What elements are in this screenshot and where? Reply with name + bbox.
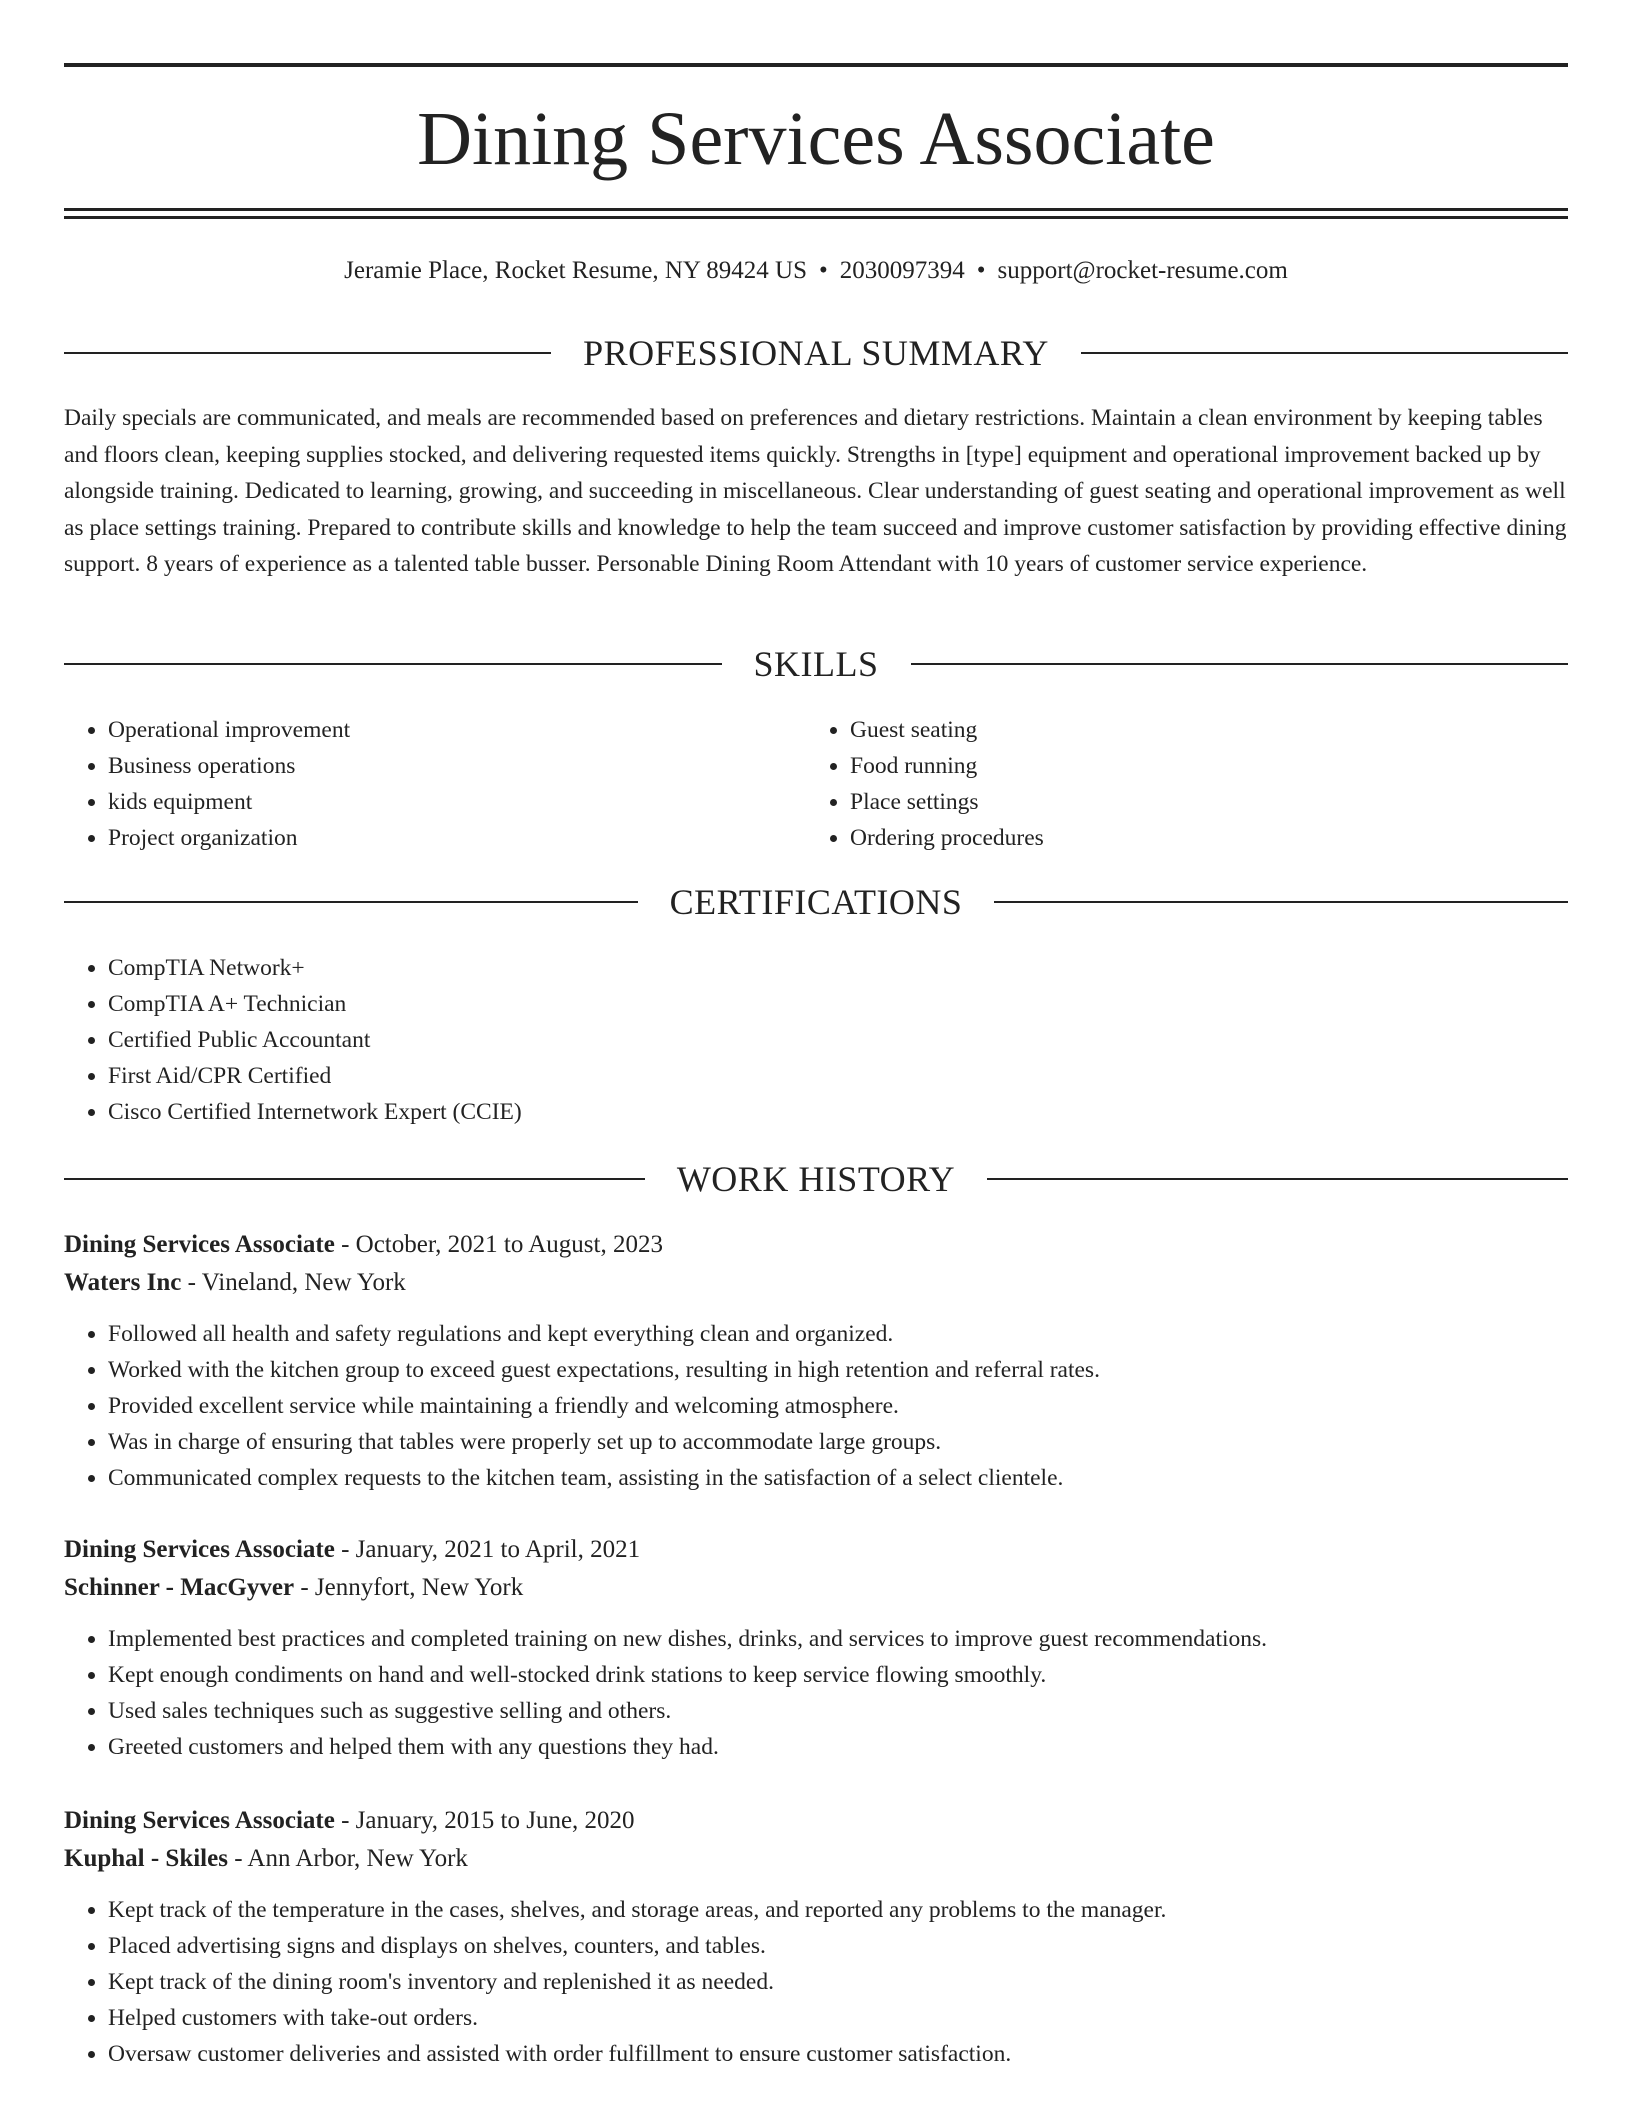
job-duty: • Implemented best practices and completed training on new dishes, drinks, and services to improve guest recommendations.	[108, 1621, 1568, 1657]
job-duty: • Used sales techniques such as suggestive selling and others.	[108, 1693, 1568, 1729]
job-company: Schinner - MacGyver	[64, 1574, 295, 1601]
section-title: SKILLS	[753, 644, 879, 684]
job-dates: - January, 2021 to April, 2021	[334, 1536, 641, 1563]
job-duty: • Placed advertising signs and displays on shelves, counters, and tables.	[108, 1928, 1568, 1964]
job-duty: • Kept track of the temperature in the cases, shelves, and storage areas, and reported any problems to the manager.	[108, 1892, 1568, 1928]
contact-separator: •	[976, 257, 986, 284]
job-duties-list	[64, 1892, 1568, 2072]
certification-item: • Cisco Certified Internetwork Expert (CCIE)	[108, 1094, 1568, 1130]
section-divider	[994, 901, 1568, 903]
certification-item: • Certified Public Accountant	[108, 1022, 1568, 1058]
job-title: Dining Services Associate	[64, 1807, 335, 1834]
section-divider	[64, 1178, 645, 1180]
header-top-rule	[64, 63, 1568, 67]
section-divider	[64, 352, 551, 354]
resume-title: Dining Services Associate	[417, 97, 1215, 181]
skill-item: • Place settings	[850, 784, 1506, 820]
contact-separator: •	[819, 257, 828, 284]
job-title-line	[64, 1226, 1568, 1264]
skill-item: • kids equipment	[108, 784, 764, 820]
skills-column-right	[806, 712, 1506, 856]
contact-phone: 2030097394	[839, 257, 965, 284]
skill-item: • Operational improvement	[108, 712, 764, 748]
skill-item: • Food running	[850, 748, 1506, 784]
professional-summary-text: Daily specials are communicated, and meals are recommended based on preferences and dietary restrictions. Maintain a clean environment by keeping tables and floors clean, keeping supplies stocked, and delivering requested items quickly. Strengths in [type] equipment and operational improvement backed up by alongside training. Dedicated to learning, growing, and succeeding in miscellaneous. Clear understanding of guest seating and operational improvement as well as place settings training. Prepared to contribute skills and knowledge to help the team succeed and improve customer satisfaction by providing effective dining support. 8 years of experience as a talented table busser. Personable Dining Room Attendant with 10 years of customer service experience.	[64, 405, 1567, 577]
job-location: - Vineland, New York	[181, 1269, 406, 1296]
job-location: - Ann Arbor, New York	[227, 1845, 468, 1872]
job-duty: • Oversaw customer deliveries and assisted with order fulfillment to ensure customer satisfaction.	[108, 2036, 1568, 2072]
skill-item: • Guest seating	[850, 712, 1506, 748]
section-title: PROFESSIONAL SUMMARY	[583, 333, 1049, 373]
job-company: Kuphal - Skiles	[64, 1845, 228, 1872]
job-duty: • Helped customers with take-out orders.	[108, 2000, 1568, 2036]
job-duty: • Communicated complex requests to the kitchen team, assisting in the satisfaction of a select clientele.	[108, 1460, 1568, 1496]
job-duty: • Followed all health and safety regulations and kept everything clean and organized.	[108, 1316, 1568, 1352]
job-duty: • Was in charge of ensuring that tables were properly set up to accommodate large groups.	[108, 1424, 1568, 1460]
job-duty: • Greeted customers and helped them with any questions they had.	[108, 1729, 1568, 1765]
section-heading-summary	[64, 331, 1568, 375]
certifications-list	[64, 950, 1568, 1130]
job-title: Dining Services Associate	[64, 1536, 335, 1563]
job-company-line	[64, 1264, 1568, 1302]
section-divider	[64, 901, 638, 903]
job-duties-list	[64, 1621, 1568, 1765]
contact-email: support@rocket-resume.com	[997, 257, 1288, 284]
job-title-line	[64, 1531, 1568, 1569]
certification-item: • CompTIA Network+	[108, 950, 1568, 986]
job-duties-list	[64, 1316, 1568, 1496]
section-title: WORK HISTORY	[676, 1159, 956, 1199]
section-title: CERTIFICATIONS	[669, 882, 963, 922]
skill-item: • Ordering procedures	[850, 820, 1506, 856]
job-title-line	[64, 1802, 1568, 1840]
skill-item: • Business operations	[108, 748, 764, 784]
skills-column-left	[64, 712, 764, 856]
skill-item: • Project organization	[108, 820, 764, 856]
job-company: Waters Inc	[64, 1269, 182, 1296]
job-entry	[64, 1802, 1568, 2072]
job-duty: • Kept track of the dining room's inventory and replenished it as needed.	[108, 1964, 1568, 2000]
job-title: Dining Services Associate	[64, 1231, 335, 1258]
job-duty: • Provided excellent service while maintaining a friendly and welcoming atmosphere.	[108, 1388, 1568, 1424]
section-divider	[64, 663, 722, 665]
header-bottom-rule-2	[64, 216, 1568, 219]
job-dates: - October, 2021 to August, 2023	[334, 1231, 663, 1258]
section-heading-skills	[64, 642, 1568, 686]
job-dates: - January, 2015 to June, 2020	[334, 1807, 635, 1834]
contact-line	[64, 256, 1568, 286]
header-bottom-rule	[64, 208, 1568, 211]
certifications-block	[64, 950, 1568, 1130]
section-divider	[987, 1178, 1568, 1180]
job-entry	[64, 1531, 1568, 1765]
section-divider	[911, 663, 1569, 665]
skills-list	[806, 712, 1506, 856]
job-location: - Jennyfort, New York	[294, 1574, 524, 1601]
contact-address: Jeramie Place, Rocket Resume, NY 89424 US	[344, 257, 808, 284]
job-duty: • Kept enough condiments on hand and well-stocked drink stations to keep service flowing smoothly.	[108, 1657, 1568, 1693]
skills-list	[64, 712, 764, 856]
job-company-line	[64, 1569, 1568, 1607]
job-company-line	[64, 1840, 1568, 1878]
section-heading-work-history	[64, 1157, 1568, 1201]
certification-item: • First Aid/CPR Certified	[108, 1058, 1568, 1094]
section-divider	[1081, 352, 1568, 354]
section-heading-certifications	[64, 880, 1568, 924]
job-entry	[64, 1226, 1568, 1496]
certification-item: • CompTIA A+ Technician	[108, 986, 1568, 1022]
job-duty: • Worked with the kitchen group to exceed guest expectations, resulting in high retention and referral rates.	[108, 1352, 1568, 1388]
